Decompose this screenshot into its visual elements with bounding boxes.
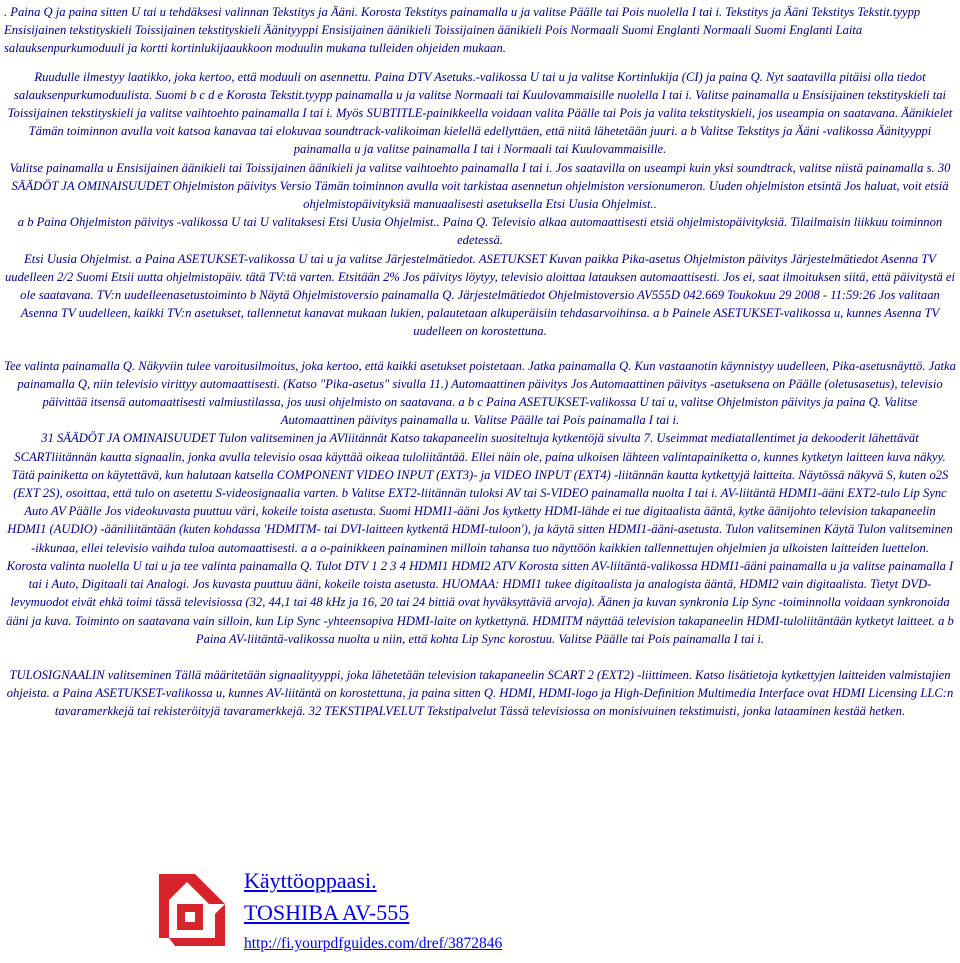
paragraph-module-installed: Ruudulle ilmestyy laatikko, joka kertoo, että moduuli on asennettu. Paina DTV Asetuks.-valikossa U tai u ja valitse Kortinlukija (CI) ja paina Q. Nyt saatavilla pitäisi olla tiedot salauksenpurkumoduulista. Suomi b c d e Korosta Tekstit.tyypp painamalla u ja valitse Normaali tai Kuulovammaisille nuolella I tai i. Valitse painamalla u Ensisijainen tekstityskieli tai Toissijainen tekstityskieli ja valitse vaihtoehto painamalla I tai i. Myös SUBTITLE-painikkeella voidaan valita Päälle tai Pois ja valita tekstityskieli, jos useampia on saatavana. Äänikielet Tämän toiminnon avulla voit katsoa kanavaa tai elokuvaa soundtrack-valikoiman kielellä edellyttäen, että niitä lähetetään juuri. a b Valitse Tekstitys ja Ääni -valikossa Äänityyppi painamalla u ja valitse painamalla I tai i Normaali tai Kuulovammaisille. xyxy=(7,69,953,157)
paragraph-hdmi-audio: Korosta valinta nuolella U tai u ja tee valinta painamalla Q. Tulot DTV 1 2 3 4 HDMI1 HDMI2 ATV Korosta sitten AV-liitäntä-valikossa HDMI1-ääni painamalla u ja valitse painamalla I tai i Auto, Digitaali tai Analogi. Jos kuvasta puuttuu ääni, kokeile toista asetusta. HUOMAA: HDMI1 tukee digitaalista ja analogista ääntä, HDMI2 vain digitaalista. Tietyt DVD-levymuodot eivät ehkä toimi tässä televisiossa (32, 44,1 tai 48 kHz ja 16, 20 tai 24 bittiä ovat hyväksyttäviä arvoja). Äänen ja kuvan synkronia Lip Sync -toiminnolla voidaan synkronoida ääni ja kuva. Toiminto on saatavana vain silloin, kun Lip Sync -yhteensopiva HDMI-laite on kytkettynä. HDMITM näyttää television takapaneelin HDMI-tuloliitäntään kytketyt laitteet. a b Paina AV-liitäntä-valikossa nuolta u niin, että kohta Lip Sync korostuu. Valitse Päälle tai Pois painamalla I tai i. xyxy=(6,558,954,646)
model-link[interactable]: TOSHIBA AV-555 xyxy=(244,900,410,925)
paragraph-system-info: Etsi Uusia Ohjelmist. a Paina ASETUKSET-valikossa U tai u ja valitse Järjestelmätiedot. ASETUKSET Kuvan paikka Pika-asetus Ohjelmiston päivitys Järjestelmätiedot Asenna TV uudelleen 2/2 Suomi Etsii uutta ohjelmistopäiv. tätä TV:tä varten. Etsitään 2% Jos päivitys löytyy, televisio aloittaa latauksen automaattisesti. Jos ei, saat ilmoituksen siitä, että päivitystä ei ole saatavana. TV:n uudelleenasetustoiminto b Näytä Ohjelmistoversio painamalla Q. Järjestelmätiedot Ohjelmistoversio AV555D 042.669 Toukokuu 29 2008 - 11:59:26 Jos valitaan Asenna TV uudelleen, kaikki TV:n asetukset, tallennetut kanavat mukaan lukien, palautetaan alkuperäisiin tehdasarvoihinsa. a b Painele ASETUKSET-valikossa u, kunnes Asenna TV uudelleen on korostettuna. xyxy=(4,251,955,339)
paragraph-auto-update: Tee valinta painamalla Q. Näkyviin tulee varoitusilmoitus, joka kertoo, että kaikki asetukset poistetaan. Jatka painamalla Q. Kun vastaanotin käynnistyy uudelleen, Pika-asetusnäyttö. Jatka painamalla Q, niin televisio virittyy automaattisesti. (Katso "Pika-asetus" sivulla 11.) Automaattinen päivitys Jos Automaattinen päivitys -asetuksena on Päälle (oletusasetus), televisio päivittää itsensä automaattisesti valmiustilassa, jos uusi ohjelmisto on saatavana. a b c Paina ASETUKSET-valikossa U tai u, valitse Ohjelmiston päivitys ja paina Q. Valitse Automaattinen päivitys painamalla u. Valitse Päälle tai Pois painamalla I tai i. xyxy=(4,358,956,428)
paragraph-input-signal: TULOSIGNAALIN valitseminen Tällä määritetään signaalityyppi, joka lähetetään television takapaneelin SCART 2 (EXT2) -liittimeen. Katso lisätietoja kytkettyjen laitteiden valmistajien ohjeista. a Paina ASETUKSET-valikossa u, kunnes AV-liitäntä on korostettuna, ja paina sitten Q. HDMI, HDMI-logo ja High-Definition Multimedia Interface ovat HDMI Licensing LLC:n tavaramerkkejä tai rekisteröityjä tavaramerkkejä. 32 TEKSTIPALVELUT Tekstipalvelut Tässä televisiossa on monisivuinen tekstimuisti, jonka lataaminen kestää hetken. xyxy=(6,667,954,719)
pdf-guides-logo-icon xyxy=(155,874,229,950)
paragraph-software-search: a b Paina Ohjelmiston päivitys -valikossa U tai U valitaksesi Etsi Uusia Ohjelmist.. Paina Q. Televisio alkaa automaattisesti etsiä ohjelmistopäivityksiä. Tilailmaisin liikkuu toiminnon edetessä. xyxy=(17,215,943,248)
url-link[interactable]: http://fi.yourpdfguides.com/dref/3872846 xyxy=(244,935,503,952)
paragraph-subtitles: . Paina Q ja paina sitten U tai u tehdäksesi valinnan Tekstitys ja Ääni. Korosta Tekstitys painamalla u ja valitse Päälle tai Pois nuolella I tai i. Tekstitys ja Ääni Tekstitys Tekstit.tyypp Ensisijainen tekstityskieli Toissijainen tekstityskieli Äänityyppi Ensisijainen äänikieli Toissijainen äänikieli Pois Normaali Suomi Englanti Normaali Suomi Englanti Laita salauksenpurkumoduuli ja kortti kortinlukijaaukkoon moduulin mukana tulleiden ohjeiden mukaan. xyxy=(4,5,921,56)
paragraph-audio-language: Valitse painamalla u Ensisijainen äänikieli tai Toissijainen äänikieli ja valitse vaihtoehto painamalla I tai i. Jos saatavilla on useampi kuin yksi soundtrack, valitse niistä painamalla s. 30 SÄÄDÖT JA OMINAISUUDET Ohjelmiston päivitys Versio Tämän toiminnon avulla voit tarkistaa asennetun ohjelmiston versionumeron. Uuden ohjelmiston etsintä Jos haluat, voit etsiä ohjelmistopäivityksiä manuaalisesti asetuksella Etsi Uusia Ohjelmist.. xyxy=(9,160,951,212)
paragraph-input-selection: 31 SÄÄDÖT JA OMINAISUUDET Tulon valitseminen ja AVliitännät Katso takapaneelin suositeltuja kytkentöjä sivulta 7. Useimmat mediatallentimet ja dekooderit lähettävät SCARTliitännän kautta signaalin, jonka avulla televisio osaa käyttää oikeaa tuloliitäntää. Ellei näin ole, paina ulkoisen lähteen valintapainiketta o, kunnes kytketyn laitteen kuva näkyy. Tätä painiketta on käytettävä, kun halutaan katsella COMPONENT VIDEO INPUT (EXT3)- ja VIDEO INPUT (EXT4) -liitännän kautta kytkettyjä laitteita. Näytössä näkyvä S, kuten o2S (EXT 2S), osoittaa, että tulo on asetettu S-videosignaalia varten. b Valitse EXT2-liitännän tuloksi AV tai S-VIDEO painamalla nuolta I tai i. AV-liitäntä HDMI1-ääni EXT2-tulo Lip Sync Auto AV Päälle Jos videokuvasta puuttuu väri, kokeile toista asetusta. Suomi HDMI1-ääni Jos kytketty HDMI-lähde ei tue digitaalista ääntä, kytke äänijohto television takapaneelin HDMI1 (AUDIO) -ääniliitäntään (kuten kohdassa 'HDMITM- tai DVI-laitteen kytkentä HDMI-tuloon'), ja käytä sitten HDMI1-ääni-asetusta. Tulon valitseminen Käytä Tulon valitseminen -ikkunaa, ellei televisio vaihda tuloa automaattisesti. a a o-painikkeen painaminen milloin tahansa tuo näyttöön kaikkien tallennettujen ohjelmien ja ulkoisten laitteiden luettelon. xyxy=(7,431,953,555)
manual-link[interactable]: Käyttöoppaasi. xyxy=(244,868,377,893)
footer-links xyxy=(244,866,502,954)
